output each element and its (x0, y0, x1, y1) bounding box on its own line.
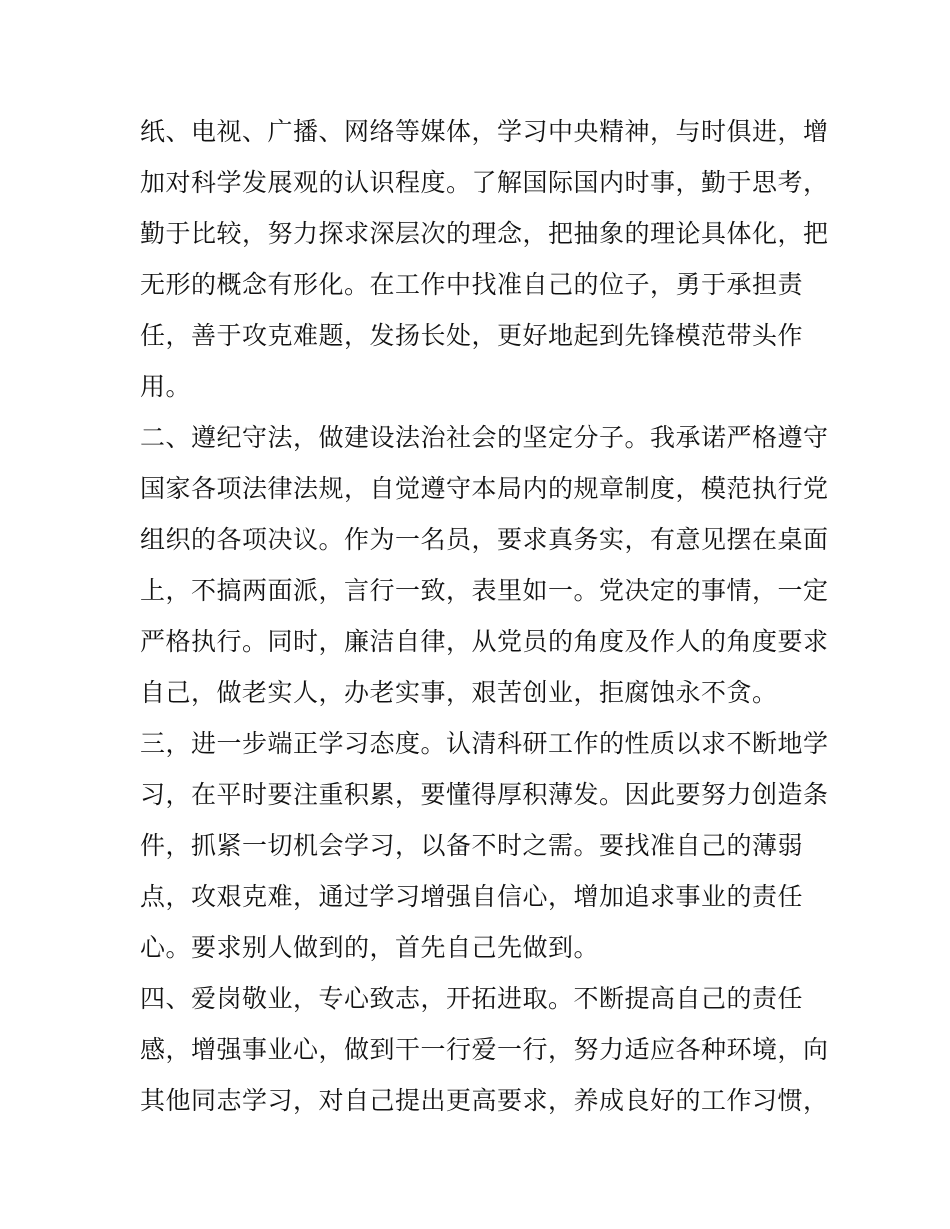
text-line: 上，不搞两面派，言行一致，表里如一。党决定的事情，一定 (140, 576, 829, 605)
text-line: 任，善于攻克难题，发扬长处，更好地起到先锋模范带头作 (140, 321, 804, 350)
text-line: 件，抓紧一切机会学习，以备不时之需。要找准自己的薄弱 (140, 831, 804, 860)
text-line: 加对科学发展观的认识程度。了解国际国内时事，勤于思考， (140, 168, 829, 197)
text-line: 勤于比较，努力探求深层次的理念，把抽象的理论具体化，把 (140, 219, 829, 248)
text-line: 二、遵纪守法，做建设法治社会的坚定分子。我承诺严格遵守 (140, 423, 829, 452)
text-line: 三，进一步端正学习态度。认清科研工作的性质以求不断地学 (140, 729, 829, 758)
text-line: 纸、电视、广播、网络等媒体，学习中央精神，与时俱进，增 (140, 117, 829, 146)
text-line: 自己，做老实人，办老实事，艰苦创业，拒腐蚀永不贪。 (140, 678, 778, 707)
text-line: 国家各项法律法规，自觉遵守本局内的规章制度，模范执行党 (140, 474, 829, 503)
text-line: 其他同志学习，对自己提出更高要求，养成良好的工作习惯， (140, 1086, 829, 1115)
text-line: 组织的各项决议。作为一名员，要求真务实，有意见摆在桌面 (140, 525, 829, 554)
text-line: 点，攻艰克难，通过学习增强自信心，增加追求事业的责任 (140, 882, 804, 911)
document-body (140, 106, 830, 1126)
text-line: 严格执行。同时，廉洁自律，从党员的角度及作人的角度要求 (140, 627, 829, 656)
text-line: 用。 (140, 372, 192, 401)
text-line: 习，在平时要注重积累，要懂得厚积薄发。因此要努力创造条 (140, 780, 829, 809)
text-line: 四、爱岗敬业，专心致志，开拓进取。不断提高自己的责任 (140, 984, 804, 1013)
text-line: 心。要求别人做到的，首先自己先做到。 (140, 933, 600, 962)
text-line: 无形的概念有形化。在工作中找准自己的位子，勇于承担责 (140, 270, 804, 299)
text-line: 感，增强事业心，做到干一行爱一行，努力适应各种环境，向 (140, 1035, 829, 1064)
